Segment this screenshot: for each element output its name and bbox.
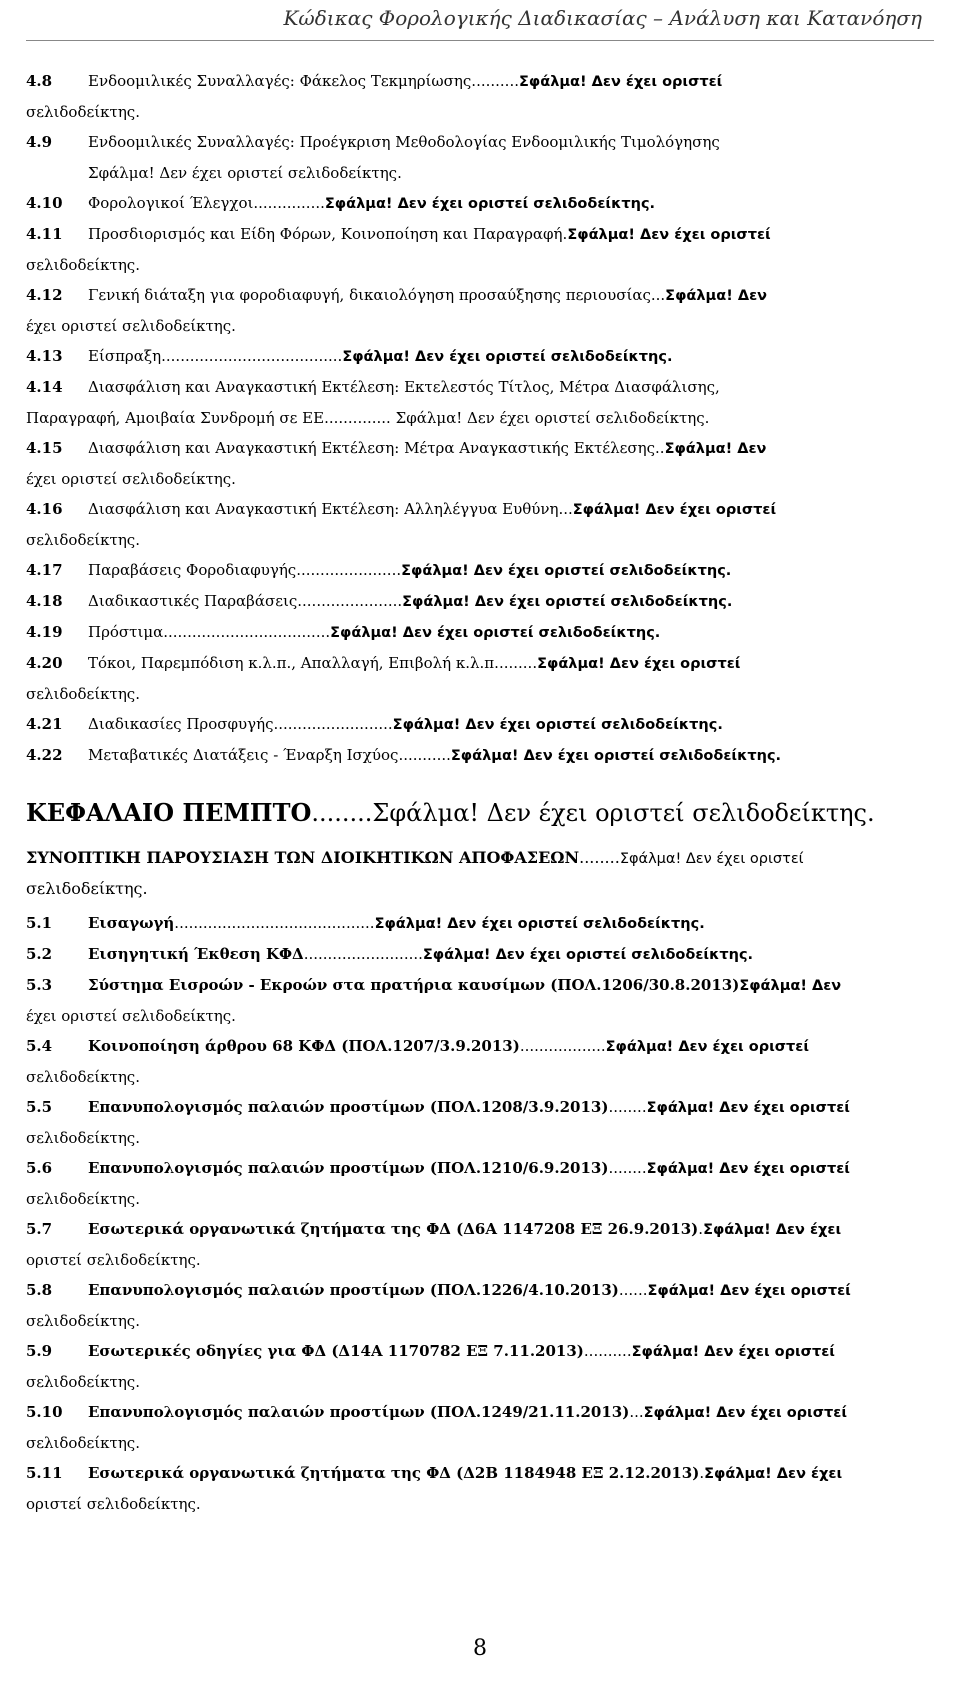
toc-entry-leader-dots: ...................................... [161,347,343,365]
chapter-page-ref: Σφάλμα! Δεν έχει οριστεί σελιδοδείκτης. [372,799,875,827]
toc-entry-number: 4.19 [26,623,63,641]
toc-entry-title: Εσωτερικές οδηγίες για ΦΔ (Δ14Α 1170782 ΕΞ 7.11.2013) [88,1342,584,1360]
toc-entry-continuation: σελιδοδείκτης. [26,1129,140,1147]
toc-entry-title: Εσωτερικά οργανωτικά ζητήματα της ΦΔ (Δ2Β 1184948 ΕΞ 2.12.2013) [88,1464,700,1482]
toc-entry[interactable] [26,280,890,341]
toc-entry-leader-dots: .. [655,439,665,457]
toc-entry-leader-dots: ......................... [273,715,393,733]
page-number: 8 [473,1636,487,1661]
chapter-dots: ........ [311,799,373,827]
toc-entry-continuation: οριστεί σελιδοδείκτης. [26,1251,201,1269]
toc-entry-leader-dots: . [698,1220,704,1238]
toc-entry-continuation: έχει οριστεί σελιδοδείκτης. [26,317,236,335]
toc-entry-leader-dots: ........... [398,746,451,764]
toc-entry-leader-dots: ......................... [303,945,423,963]
toc-entry-continuation: Παραγραφή, Αμοιβαία Συνδρομή σε ΕΕ.............. Σφάλμα! Δεν έχει οριστεί σελιδοδείκτης. [26,409,710,427]
toc-entry-number: 4.13 [26,347,63,365]
toc-entry-continuation: έχει οριστεί σελιδοδείκτης. [26,470,236,488]
toc-entry-number: 4.11 [26,225,63,243]
toc-entry[interactable] [26,188,890,219]
toc-entry[interactable] [26,970,890,1031]
toc-entry-continuation: σελιδοδείκτης. [26,256,140,274]
toc-entry-number: 4.9 [26,133,53,151]
toc-entry-number: 5.10 [26,1403,63,1421]
section-5-entries [26,908,890,1519]
toc-entry-continuation: σελιδοδείκτης. [26,1312,140,1330]
toc-entry-continuation: σελιδοδείκτης. [26,1373,140,1391]
toc-entry-title: Διασφάλιση και Αναγκαστική Εκτέλεση: Εκτελεστός Τίτλος, Μέτρα Διασφάλισης, [88,378,720,396]
toc-entry[interactable] [26,1458,890,1519]
toc-entry-leader-dots: ................................... [163,623,331,641]
toc-entry-page-ref: Σφάλμα! Δεν έχει οριστεί [647,1283,851,1299]
toc-entry-title: Επανυπολογισμός παλαιών προστίμων (ΠΟΛ.1208/3.9.2013) [88,1098,609,1116]
toc-entry-page-ref: Σφάλμα! Δεν έχει οριστεί σελιδοδείκτης. [324,196,656,212]
toc-entry-page-ref: Σφάλμα! Δεν έχει οριστεί σελιδοδείκτης. [450,748,782,764]
toc-entry-leader-dots: ... [650,286,666,304]
toc-entry-leader-dots: ...... [618,1281,648,1299]
toc-entry-number: 5.4 [26,1037,53,1055]
toc-entry[interactable] [26,341,890,372]
toc-entry-title: Τόκοι, Παρεμπόδιση κ.λ.π., Απαλλαγή, Επιβολή κ.λ.π. [88,654,499,672]
toc-entry-title: Διασφάλιση και Αναγκαστική Εκτέλεση: Αλληλέγγυα Ευθύνη [88,500,559,518]
toc-entry-number: 4.18 [26,592,63,610]
toc-entry-continuation: έχει οριστεί σελιδοδείκτης. [26,1007,236,1025]
toc-entry-title: Παραβάσεις Φοροδιαφυγής [88,561,297,579]
chapter-title: ΚΕΦΑΛΑΙΟ ΠΕΜΠΤΟ [26,798,312,827]
toc-entry-number: 4.20 [26,654,63,672]
toc-entry[interactable] [26,372,890,433]
toc-entry-leader-dots: ...................... [296,561,402,579]
toc-entry-title: Πρόστιμα [88,623,164,641]
toc-entry-page-ref: Σφάλμα! Δεν έχει οριστεί [643,1405,847,1421]
toc-entry-page-ref: Σφάλμα! Δεν έχει οριστεί [518,74,723,90]
toc-entry-number: 4.14 [26,378,63,396]
toc-entry-leader-dots: .......... [583,1342,632,1360]
toc-entry-leader-dots: . [562,225,568,243]
toc-entry-leader-dots: ... [558,500,573,518]
toc-entry[interactable] [26,219,890,280]
toc-entry-continuation: οριστεί σελιδοδείκτης. [26,1495,201,1513]
toc-entry-number: 5.11 [26,1464,63,1482]
toc-entry-number: 4.8 [26,72,53,90]
toc-entry-page-ref: Σφάλμα! Δεν έχει [704,1466,843,1482]
toc-entry-number: 5.5 [26,1098,53,1116]
toc-entry-number: 4.15 [26,439,63,457]
toc-entry-page-ref: Σφάλμα! Δεν έχει οριστεί σελιδοδείκτης. [402,594,733,610]
toc-entry-page-ref: Σφάλμα! Δεν έχει οριστεί σελιδοδείκτης. [392,717,723,733]
toc-entry-title: Εισαγωγή [88,914,175,932]
toc-entry-leader-dots: . [699,1464,705,1482]
toc-entry-title: Διασφάλιση και Αναγκαστική Εκτέλεση: Μέτρα Αναγκαστικής Εκτέλεσης [88,439,656,457]
toc-entry[interactable] [26,648,890,709]
summary-heading[interactable] [26,843,890,904]
toc-entry[interactable] [26,1092,890,1153]
toc-entry-title: Κοινοποίηση άρθρου 68 ΚΦΔ (ΠΟΛ.1207/3.9.2013) [88,1037,520,1055]
toc-entry-page-ref: Σφάλμα! Δεν έχει [703,1222,842,1238]
chapter-heading[interactable] [26,793,890,833]
toc-entry[interactable] [26,939,890,970]
summary-page-ref-continued: σελιδοδείκτης. [26,879,148,898]
toc-entry-title: Διαδικαστικές Παραβάσεις [88,592,298,610]
toc-entry[interactable] [26,908,890,939]
toc-entry[interactable] [26,127,890,188]
toc-entry-page-ref: Σφάλμα! Δεν έχει οριστεί σελιδοδείκτης. [422,947,754,963]
toc-entry-number: 5.1 [26,914,53,932]
toc-entry[interactable] [26,1031,890,1092]
toc-entry-number: 5.2 [26,945,53,963]
summary-page-ref: Σφάλμα! Δεν έχει οριστεί [619,851,804,867]
toc-entry[interactable] [26,617,890,648]
toc-entry-title: Εσωτερικά οργανωτικά ζητήματα της ΦΔ (Δ6Α 1147208 ΕΞ 26.9.2013) [88,1220,699,1238]
toc-entry[interactable] [26,740,890,771]
running-header: Κώδικας Φορολογικής Διαδικασίας – Ανάλυση και Κατανόηση [283,6,922,30]
toc-entry-leader-dots: .................. [519,1037,606,1055]
toc-entry-number: 4.21 [26,715,63,733]
toc-entry-page-ref: Σφάλμα! Δεν έχει οριστεί σελιδοδείκτης. [401,563,732,579]
toc-entry-title: Ενδοομιλικές Συναλλαγές: Προέγκριση Μεθοδολογίας Ενδοομιλικής Τιμολόγησης [88,133,720,151]
toc-entry[interactable] [26,555,890,586]
toc-entry-continuation: σελιδοδείκτης. [26,1068,140,1086]
toc-entry-title: Σύστημα Εισροών - Εκροών στα πρατήρια καυσίμων (ΠΟΛ.1206/30.8.2013) [88,976,740,994]
toc-entry-title: Γενική διάταξη για φοροδιαφυγή, δικαιολόγηση προσαύξησης περιουσίας [88,286,651,304]
toc-entry-number: 4.16 [26,500,63,518]
toc-entry-title: Επανυπολογισμός παλαιών προστίμων (ΠΟΛ.1249/21.11.2013) [88,1403,630,1421]
toc-entry-page-ref: Σφάλμα! Δεν έχει οριστεί [572,502,777,518]
toc-entry-leader-dots: ...................... [297,592,403,610]
toc-entry-title: Διαδικασίες Προσφυγής [88,715,274,733]
toc-entry[interactable] [26,1397,890,1458]
toc-entry-leader-dots: ... [629,1403,644,1421]
toc-entry-title: Εισηγητική Έκθεση ΚΦΔ [88,945,304,963]
toc-entry-continuation: σελιδοδείκτης. [26,1190,140,1208]
toc-entry-leader-dots: ........ [498,654,538,672]
toc-entry-number: 5.7 [26,1220,53,1238]
toc-entry[interactable] [26,1153,890,1214]
toc-entry-continuation: Σφάλμα! Δεν έχει οριστεί σελιδοδείκτης. [88,164,402,182]
toc-entry-number: 4.22 [26,746,63,764]
section-4-entries [26,66,890,771]
toc-entry[interactable] [26,1214,890,1275]
toc-entry-leader-dots: .......................................... [174,914,375,932]
toc-entry-title: Φορολογικοί Έλεγχοι [88,194,254,212]
toc-entry-page-ref: Σφάλμα! Δεν [739,978,842,994]
toc-entry-title: Μεταβατικές Διατάξεις - Έναρξη Ισχύος [88,746,399,764]
table-of-contents [26,66,890,1519]
toc-entry-leader-dots: .......... [471,72,519,90]
toc-entry[interactable] [26,1336,890,1397]
toc-entry-number: 5.3 [26,976,53,994]
toc-entry-continuation: σελιδοδείκτης. [26,1434,140,1452]
toc-entry-page-ref: Σφάλμα! Δεν έχει οριστεί [605,1039,810,1055]
toc-entry-page-ref: Σφάλμα! Δεν έχει οριστεί [567,227,771,243]
toc-entry-number: 4.12 [26,286,63,304]
toc-entry-continuation: σελιδοδείκτης. [26,531,140,549]
toc-entry-number: 4.10 [26,194,63,212]
summary-title: ΣΥΝΟΠΤΙΚΗ ΠΑΡΟΥΣΙΑΣΗ ΤΩΝ ΔΙΟΙΚΗΤΙΚΩΝ ΑΠΟΦΑΣΕΩΝ [26,848,580,867]
toc-entry[interactable] [26,66,890,127]
toc-entry-continuation: σελιδοδείκτης. [26,103,140,121]
toc-entry[interactable] [26,1275,890,1336]
toc-entry[interactable] [26,586,890,617]
toc-entry-number: 5.6 [26,1159,53,1177]
toc-entry[interactable] [26,709,890,740]
toc-entry-page-ref: Σφάλμα! Δεν έχει οριστεί σελιδοδείκτης. [330,625,661,641]
toc-entry-page-ref: Σφάλμα! Δεν έχει οριστεί [646,1161,850,1177]
summary-dots: ........ [579,848,620,867]
toc-entry-title: Είσπραξη [88,347,162,365]
toc-entry-page-ref: Σφάλμα! Δεν έχει οριστεί [631,1344,835,1360]
toc-entry-page-ref: Σφάλμα! Δεν έχει οριστεί σελιδοδείκτης. [342,349,673,365]
toc-entry-title: Προσδιορισμός και Είδη Φόρων, Κοινοποίηση και Παραγραφή [88,225,563,243]
toc-entry-page-ref: Σφάλμα! Δεν έχει οριστεί σελιδοδείκτης. [374,916,705,932]
toc-entry[interactable] [26,494,890,555]
header-rule [26,40,934,41]
toc-entry[interactable] [26,433,890,494]
toc-entry-number: 4.17 [26,561,63,579]
toc-entry-page-ref: Σφάλμα! Δεν έχει οριστεί [646,1100,850,1116]
toc-entry-leader-dots: ........ [608,1159,647,1177]
toc-entry-number: 5.9 [26,1342,53,1360]
toc-entry-page-ref: Σφάλμα! Δεν έχει οριστεί [537,656,741,672]
toc-entry-title: Επανυπολογισμός παλαιών προστίμων (ΠΟΛ.1226/4.10.2013) [88,1281,619,1299]
toc-entry-leader-dots: ........ [608,1098,647,1116]
toc-entry-page-ref: Σφάλμα! Δεν [664,441,767,457]
toc-entry-leader-dots: ............... [253,194,325,212]
toc-entry-title: Επανυπολογισμός παλαιών προστίμων (ΠΟΛ.1210/6.9.2013) [88,1159,609,1177]
toc-entry-title: Ενδοομιλικές Συναλλαγές: Φάκελος Τεκμηρίωσης [88,72,472,90]
toc-entry-continuation: σελιδοδείκτης. [26,685,140,703]
toc-entry-page-ref: Σφάλμα! Δεν [665,288,768,304]
toc-entry-number: 5.8 [26,1281,53,1299]
